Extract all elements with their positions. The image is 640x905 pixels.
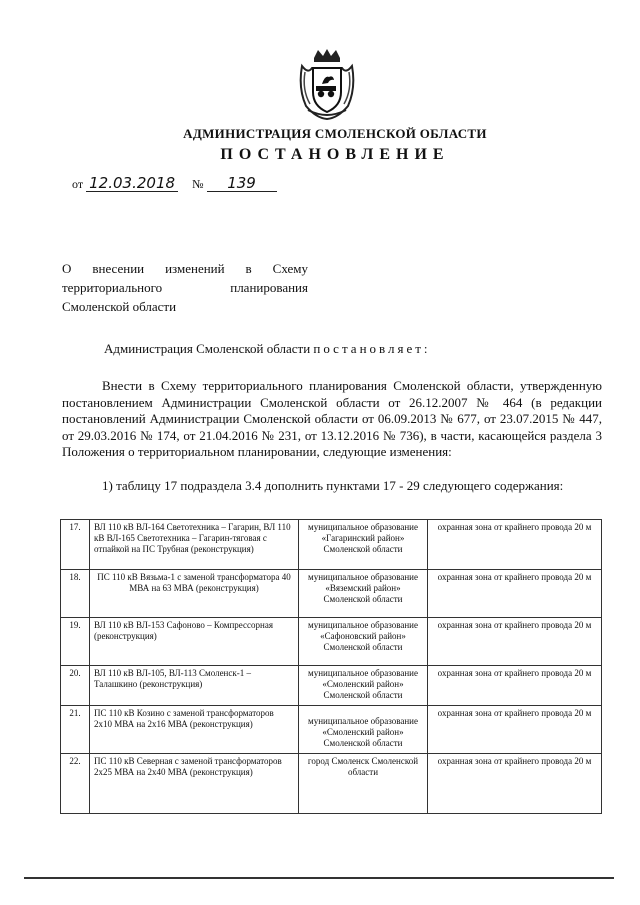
location-cell: муниципальное образование «Смоленский район» Смоленской области <box>299 666 428 706</box>
object-cell: ПС 110 кВ Северная с заменой трансформаторов 2х25 МВА на 2х40 МВА (реконструкция) <box>90 754 299 814</box>
number-prefix: № <box>192 177 204 191</box>
table-row <box>61 570 602 618</box>
row-number: 18. <box>61 570 90 618</box>
document-date: 12.03.2018 <box>86 176 178 192</box>
coat-of-arms-emblem <box>296 48 358 120</box>
zone-cell: охранная зона от крайнего провода 20 м <box>428 706 602 754</box>
date-number-line <box>72 176 277 192</box>
location-cell: муниципальное образование «Вяземский район» Смоленской области <box>299 570 428 618</box>
objects-table <box>60 519 602 814</box>
zone-cell: охранная зона от крайнего провода 20 м <box>428 520 602 570</box>
subject-line: Смоленской области <box>62 299 177 314</box>
table-row <box>61 666 602 706</box>
organization-title: АДМИНИСТРАЦИЯ СМОЛЕНСКОЙ ОБЛАСТИ <box>183 126 487 141</box>
zone-cell: охранная зона от крайнего провода 20 м <box>428 666 602 706</box>
page-divider <box>24 877 614 879</box>
table-row <box>61 706 602 754</box>
decree-verb: постановляет: <box>313 341 431 356</box>
date-prefix: от <box>72 177 84 191</box>
object-cell: ПС 110 кВ Козино с заменой трансформаторов 2х10 МВА на 2х16 МВА (реконструкция) <box>90 706 299 754</box>
body-paragraph: 1) таблицу 17 подраздела 3.4 дополнить пунктами 17 - 29 следующего содержания: <box>102 478 564 493</box>
object-cell: ПС 110 кВ Вязьма-1 с заменой трансформатора 40 МВА на 63 МВА (реконструкция) <box>90 570 299 618</box>
zone-cell: охранная зона от крайнего провода 20 м <box>428 754 602 814</box>
object-cell: ВЛ 110 кВ ВЛ-153 Сафоново – Компрессорная (реконструкция) <box>90 618 299 666</box>
row-number: 20. <box>61 666 90 706</box>
zone-cell: охранная зона от крайнего провода 20 м <box>428 570 602 618</box>
location-cell: город Смоленск Смоленской области <box>299 754 428 814</box>
decree-line <box>104 341 431 357</box>
subject-line: О внесении изменений в Схему <box>62 261 308 276</box>
object-cell: ВЛ 110 кВ ВЛ-105, ВЛ-113 Смоленск-1 – Талашкино (реконструкция) <box>90 666 299 706</box>
document-type: ПОСТАНОВЛЕНИЕ <box>220 146 450 163</box>
table-row <box>61 520 602 570</box>
object-cell: ВЛ 110 кВ ВЛ-164 Светотехника – Гагарин, ВЛ 110 кВ ВЛ-165 Светотехника – Гагарин-тяговая с отпайкой на ПС Трубная (реконструкция) <box>90 520 299 570</box>
row-number: 17. <box>61 520 90 570</box>
table-row <box>61 618 602 666</box>
location-cell: муниципальное образование «Смоленский район» Смоленской области <box>299 706 428 754</box>
table-row <box>61 754 602 814</box>
decree-lead: Администрация Смоленской области <box>104 341 311 356</box>
row-number: 21. <box>61 706 90 754</box>
row-number: 19. <box>61 618 90 666</box>
subject-block <box>62 259 308 316</box>
location-cell: муниципальное образование «Гагаринский район» Смоленской области <box>299 520 428 570</box>
body-paragraph: Внести в Схему территориального планирования Смоленской области, утвержденную постановлением Администрации Смоленской области от 26.12.2007 № 464 (в редакции постановлений Администрации Смоленской области от 06.09.2013 № 677, от 23.07.2015 № 447, от 29.03.2016 № 174, от 21.04.2016 № 231, от 13.12.2016 № 736), в части, касающейся раздела 3 Положения о территориальном планировании, следующие изменения: <box>62 378 602 459</box>
subject-line: территориального планирования <box>62 280 308 295</box>
document-number: 139 <box>207 176 277 192</box>
row-number: 22. <box>61 754 90 814</box>
zone-cell: охранная зона от крайнего провода 20 м <box>428 618 602 666</box>
location-cell: муниципальное образование «Сафоновский район» Смоленской области <box>299 618 428 666</box>
